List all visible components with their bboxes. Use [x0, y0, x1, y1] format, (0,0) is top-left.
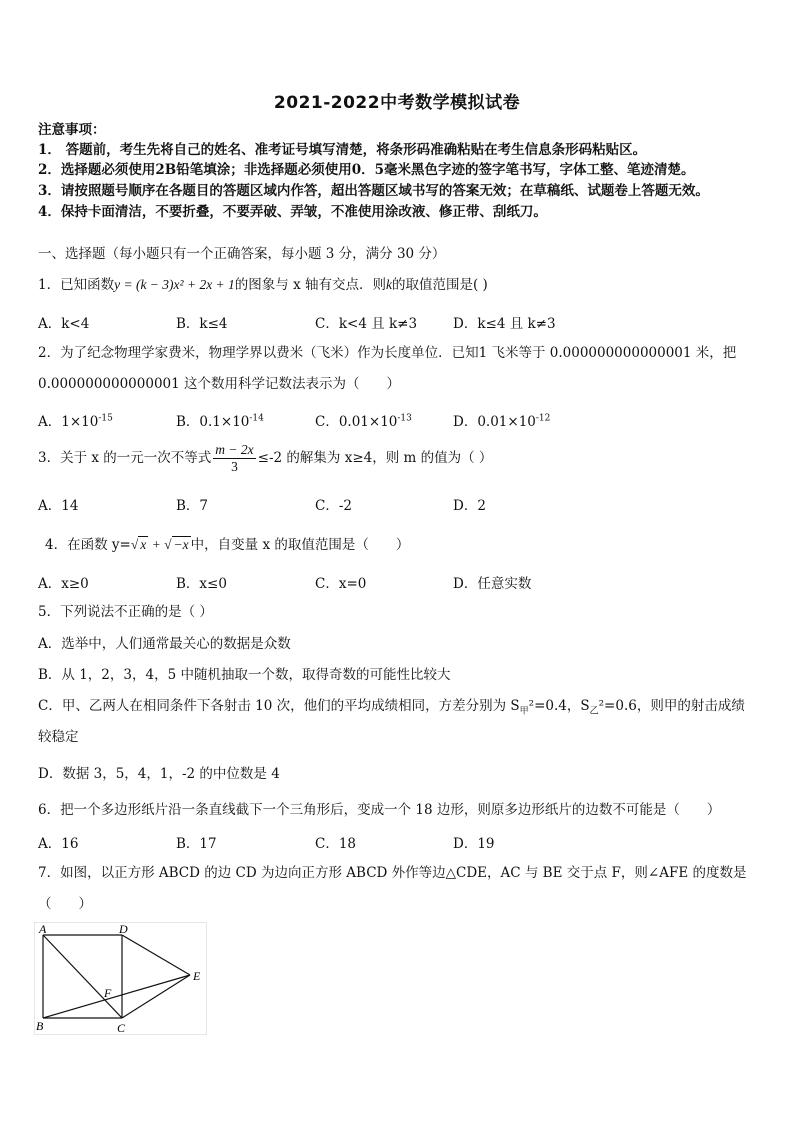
q3-post: ≤-2 的解集为 x≥4，则 m 的值为（ ）	[257, 450, 493, 466]
q2-option-b-base: B．0.1×10	[176, 414, 250, 430]
q6-option-c[interactable]: C．18	[315, 836, 357, 852]
q1-pre: 1．已知函数	[38, 277, 115, 293]
q4-sqrt-2: √ −x	[164, 537, 189, 552]
page-title: 2021-2022中考数学模拟试卷	[273, 93, 521, 113]
question-1	[38, 275, 488, 295]
q5-c-sub-1: 甲	[519, 706, 529, 717]
q5-option-c[interactable]	[38, 696, 745, 722]
q1-var: k	[386, 277, 392, 292]
q7-line-2: （ ）	[38, 896, 92, 912]
q3-option-d[interactable]: D．2	[453, 498, 486, 514]
q2-option-b-exp: -14	[249, 413, 264, 424]
q2-option-d-base: D．0.01×10	[453, 414, 536, 430]
q2-option-a-base: A．1×10	[38, 414, 99, 430]
label-b: B	[36, 1019, 44, 1033]
q3-pre: 3．关于 x 的一元一次不等式	[38, 450, 212, 466]
notice-heading: 注意事项：	[38, 122, 106, 138]
notice-item-2: 2．选择题必须使用2B铅笔填涂；非选择题必须使用0．5毫米黑色字迹的签字笔书写，字体工整、笔迹清楚。	[38, 162, 695, 178]
q7-line-1: 7．如图，以正方形 ABCD 的边 CD 为边向正方形 ABCD 外作等边△CDE，AC 与 BE 交于点 F，则∠AFE 的度数是	[38, 865, 747, 881]
q4-option-d[interactable]: D．任意实数	[453, 576, 532, 592]
q2-option-c[interactable]	[315, 410, 412, 430]
q3-fraction	[213, 442, 255, 475]
label-e: E	[193, 969, 201, 983]
q2-option-b[interactable]	[176, 410, 264, 430]
notice-item-3: 3．请按照题号顺序在各题目的答题区域内作答，超出答题区域书写的答案无效；在草稿纸、试题卷上答题无效。	[38, 183, 709, 199]
q2-option-d-exp: -12	[535, 413, 551, 424]
q3-numerator: m − 2x	[215, 442, 254, 457]
q2-line-2: 0.000000000000001 这个数用科学记数法表示为（ ）	[38, 376, 401, 392]
q4-radicand-2: −x	[173, 537, 189, 552]
q5-option-c-cont: 较稳定	[38, 729, 79, 745]
q4-radicand-1: x	[140, 537, 147, 552]
q1-formula: y = (k − 3)x² + 2x + 1	[114, 277, 235, 292]
q1-option-a[interactable]: A．k<4	[38, 316, 90, 332]
question-3	[38, 442, 492, 475]
q4-pre: 4．在函数 y=	[45, 537, 131, 553]
q4-plus: +	[148, 537, 165, 552]
q1-option-c[interactable]: C．k<4 且 k≠3	[315, 316, 418, 332]
q3-denominator: 3	[231, 459, 238, 474]
q2-option-a-exp: -15	[98, 413, 113, 424]
q5-option-d[interactable]: D．数据 3，5，4，1，-2 的中位数是 4	[38, 766, 280, 782]
question-4	[45, 535, 409, 555]
q7-geometry-figure	[34, 922, 209, 1037]
q6-option-d[interactable]: D．19	[453, 836, 495, 852]
notice-item-1: 1． 答题前，考生先将自己的姓名、准考证号填写清楚，将条形码准确粘贴在考生信息条形码粘贴区。	[38, 142, 647, 158]
q2-line-1: 2．为了纪念物理学家费米，物理学界以费米（飞米）作为长度单位．已知1 飞米等于 0.000000000000001 米，把	[38, 345, 737, 361]
q3-option-b[interactable]: B．7	[176, 498, 209, 514]
q1-mid: 的图象与 x 轴有交点．则	[234, 277, 386, 293]
q2-option-a[interactable]	[38, 410, 113, 430]
q4-option-c[interactable]: C．x=0	[315, 576, 367, 592]
section-heading: 一、选择题（每小题只有一个正确答案，每小题 3 分，满分 30 分）	[38, 246, 446, 262]
label-a: A	[39, 922, 47, 936]
q1-option-b[interactable]: B．k≤4	[176, 316, 228, 332]
q5-option-a[interactable]: A．选举中，人们通常最关心的数据是众数	[38, 636, 291, 652]
q4-option-a[interactable]: A．x≥0	[38, 576, 89, 592]
q2-option-c-base: C．0.01×10	[315, 414, 398, 430]
q2-option-c-exp: -13	[397, 413, 412, 424]
q5-c-sub-2: 乙	[589, 706, 599, 717]
label-d: D	[119, 922, 128, 936]
q3-option-c[interactable]: C．-2	[315, 498, 352, 514]
q6-option-a[interactable]: A．16	[38, 836, 79, 852]
q6-option-b[interactable]: B．17	[176, 836, 217, 852]
q5-c-end: ²=0.6，则甲的射击成绩	[598, 698, 745, 714]
q6-stem: 6．把一个多边形纸片沿一条直线截下一个三角形后，变成一个 18 边形，则原多边形纸片的边数不可能是（ ）	[38, 802, 721, 818]
q5-c-mid: ²=0.4，S	[528, 698, 590, 714]
q3-option-a[interactable]: A．14	[38, 498, 79, 514]
q5-c-part-1: C．甲、乙两人在相同条件下各射击 10 次，他们的平均成绩相同，方差分别为 S	[38, 698, 520, 714]
q4-sqrt-1: √ x	[130, 537, 147, 552]
label-f: F	[104, 986, 112, 1000]
notice-item-4: 4．保持卡面清洁，不要折叠，不要弄破、弄皱，不准使用涂改液、修正带、刮纸刀。	[38, 204, 547, 220]
q4-post: 中，自变量 x 的取值范围是（ ）	[190, 537, 410, 553]
q4-option-b[interactable]: B．x≤0	[176, 576, 227, 592]
q5-stem: 5．下列说法不正确的是（ ）	[38, 604, 213, 620]
q1-option-d[interactable]: D．k≤4 且 k≠3	[453, 316, 556, 332]
q2-option-d[interactable]	[453, 410, 550, 430]
label-c: C	[117, 1021, 126, 1035]
q1-post: 的取值范围是( )	[392, 277, 488, 293]
q5-option-b[interactable]: B．从 1，2，3，4，5 中随机抽取一个数，取得奇数的可能性比较大	[38, 667, 451, 683]
